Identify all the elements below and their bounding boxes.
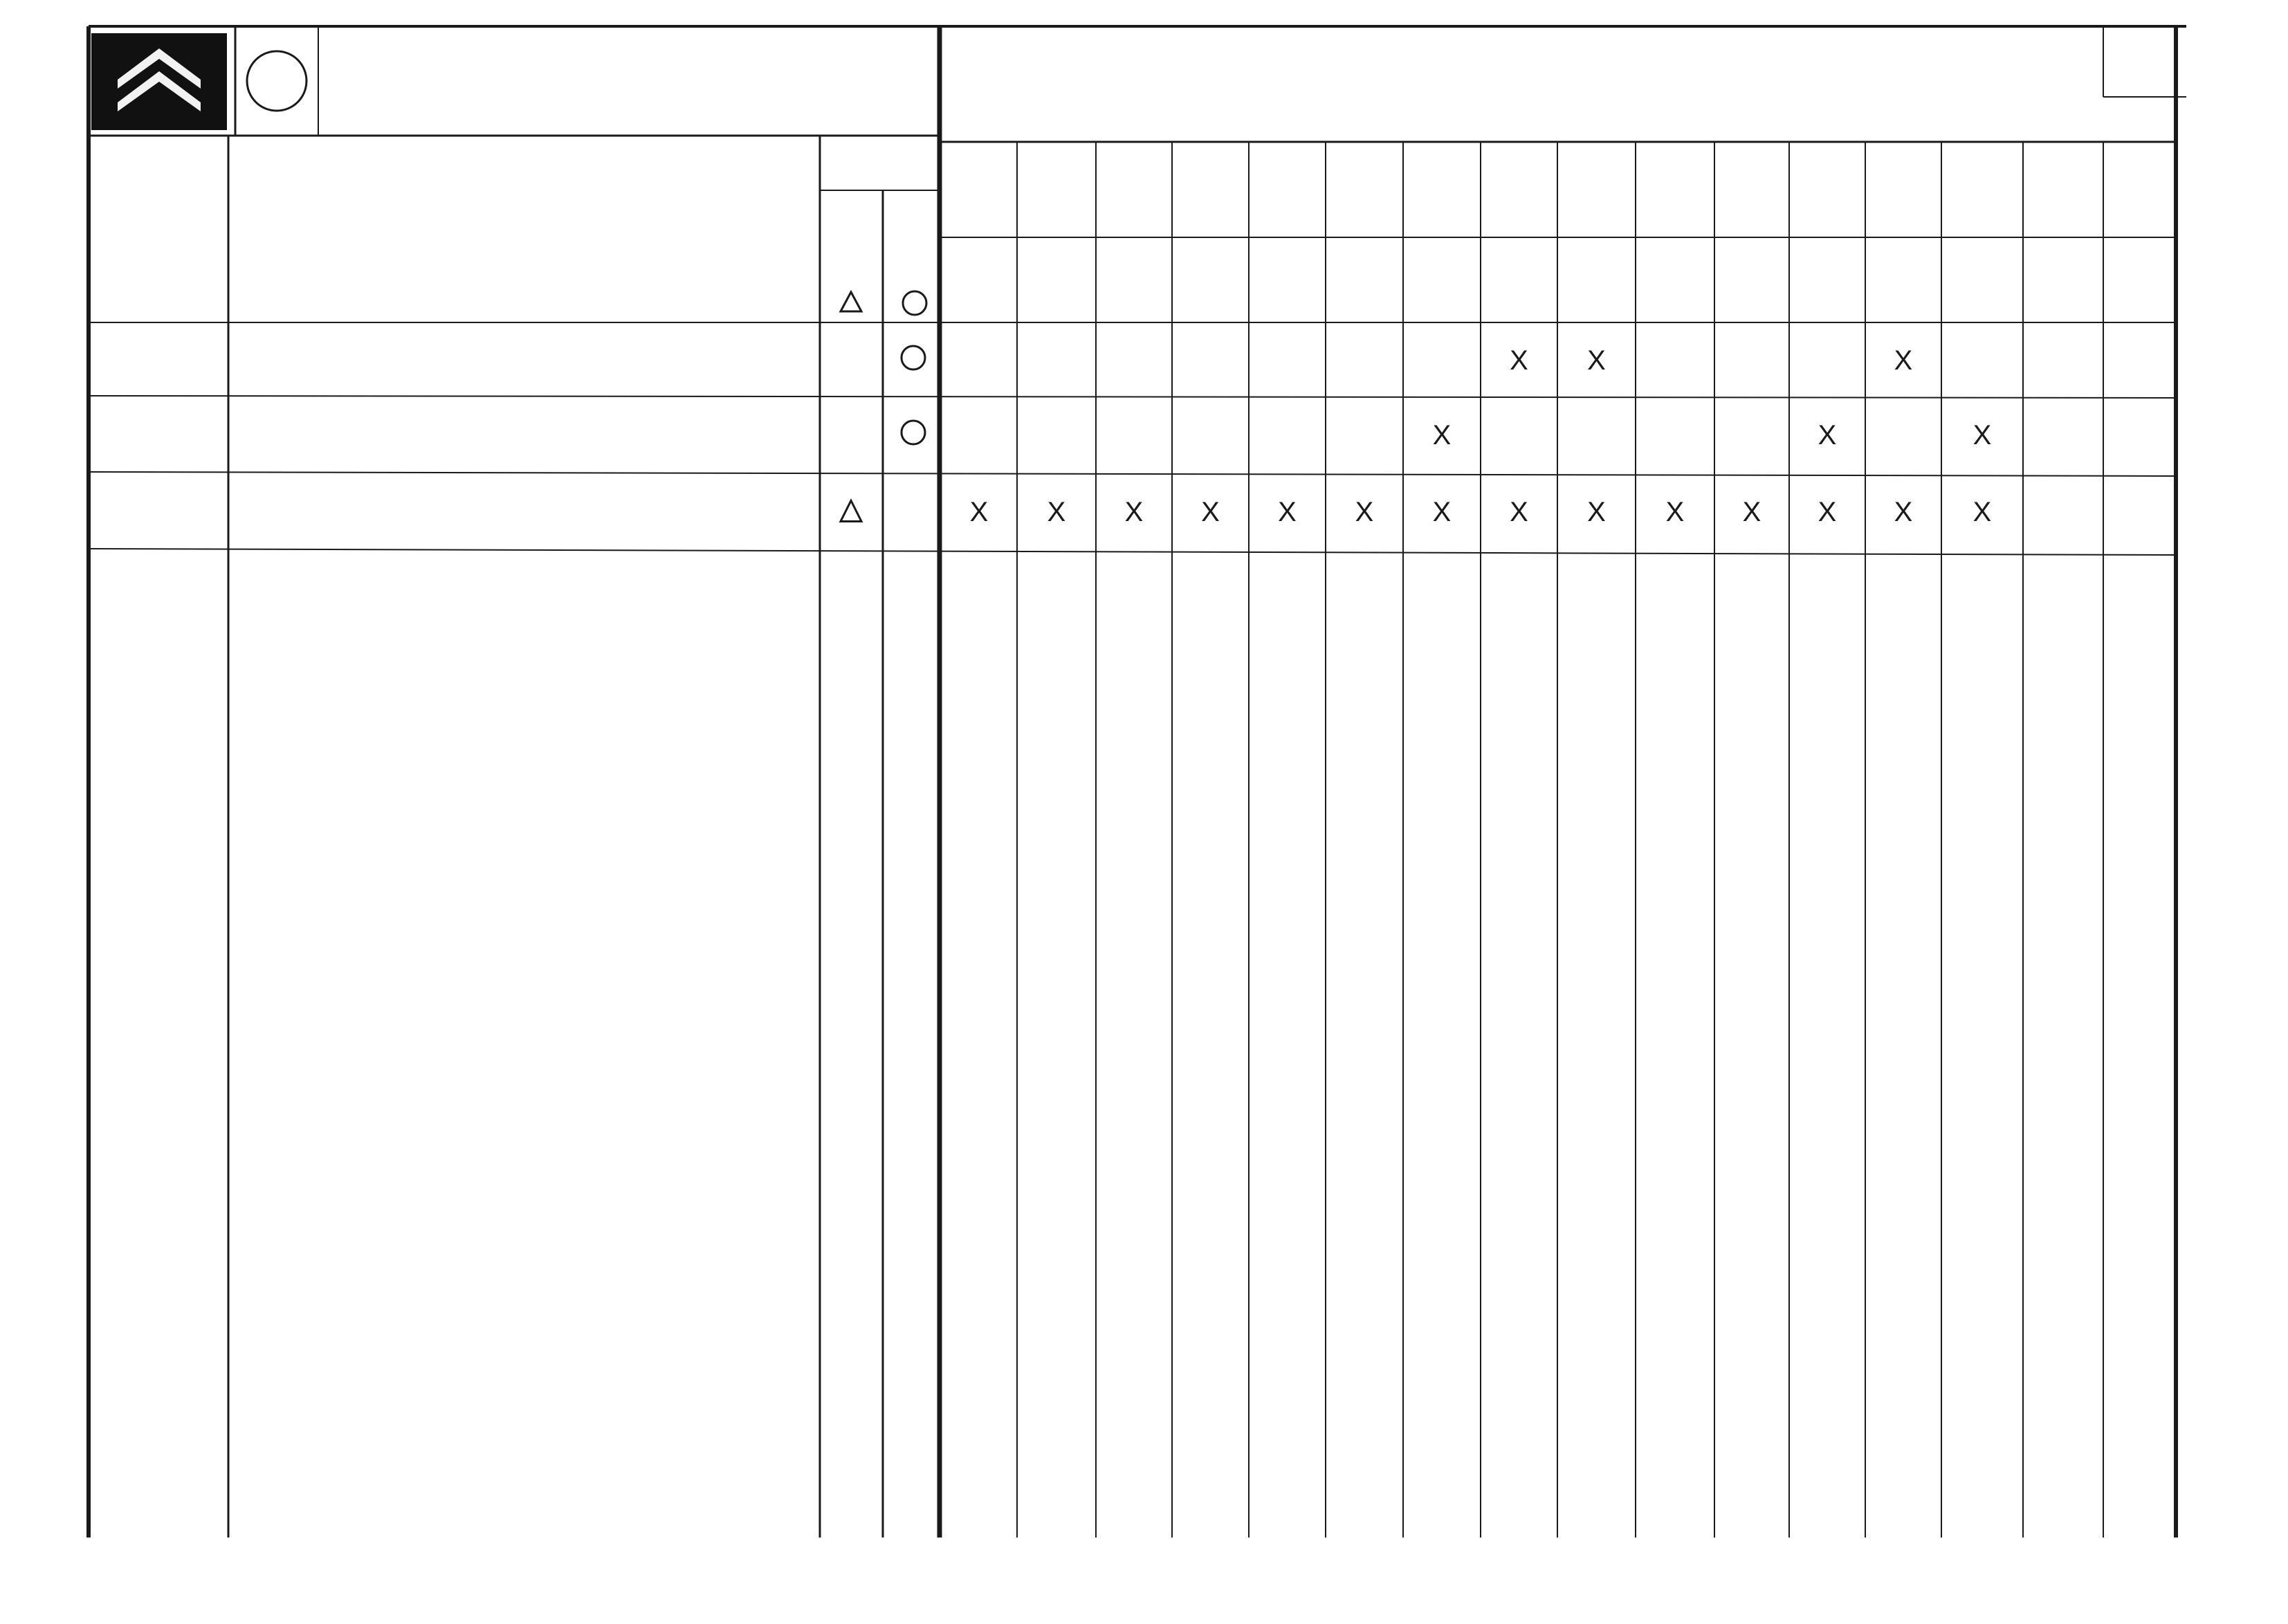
applicability-mark: X: [1432, 496, 1452, 527]
symbols-circle-icon: [902, 346, 925, 369]
applicability-mark: X: [1432, 420, 1452, 450]
symbols-circle-icon: [902, 421, 925, 444]
circle-icon: [903, 291, 926, 315]
applicability-mark: X: [1278, 496, 1297, 527]
applicability-mark: X: [1665, 496, 1685, 527]
applicability-mark: X: [1047, 496, 1066, 527]
applicability-mark: X: [1742, 496, 1761, 527]
applicability-mark: X: [1587, 345, 1606, 376]
applicability-mark: X: [1973, 496, 1992, 527]
applicability-mark: X: [1510, 496, 1528, 527]
applicability-mark: X: [1973, 420, 1992, 450]
triangle-icon: [841, 292, 861, 311]
row-line: [89, 396, 2176, 398]
applicability-mark: X: [969, 496, 989, 527]
applicability-mark: X: [1510, 345, 1528, 376]
applicability-mark: X: [1894, 496, 1913, 527]
applicability-mark: X: [1818, 420, 1837, 450]
applicability-mark: X: [1894, 345, 1913, 376]
row-line: [89, 549, 2176, 555]
chapter-number-circle-icon: [247, 51, 306, 111]
applicability-mark: X: [1818, 496, 1837, 527]
applicability-mark: X: [1124, 496, 1144, 527]
texts-triangle-icon: [841, 501, 861, 522]
row-line: [89, 472, 2176, 476]
applicability-mark: X: [1587, 496, 1606, 527]
applicability-mark: X: [1355, 496, 1374, 527]
applicability-mark: X: [1201, 496, 1220, 527]
